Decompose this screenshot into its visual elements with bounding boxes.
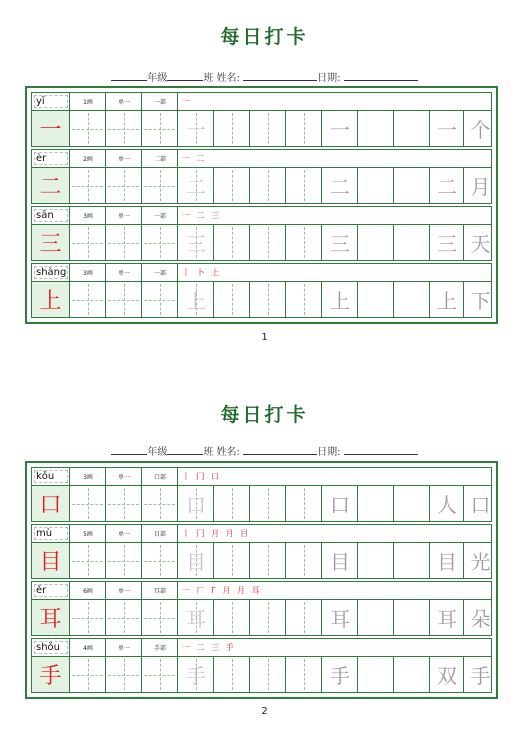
stroke-count-cell	[70, 93, 106, 110]
volume-cell	[106, 582, 142, 599]
class-label: 班	[203, 73, 214, 84]
blank-box[interactable]	[394, 600, 430, 635]
copy-character: 二	[330, 175, 350, 199]
practice-box[interactable]	[70, 486, 106, 521]
radical-label: 一部	[153, 213, 166, 220]
blank-box[interactable]	[358, 282, 394, 317]
stroke-order: 一 二 三 手	[182, 643, 236, 652]
pinyin: yī	[36, 96, 45, 107]
stroke-count-cell	[70, 525, 106, 542]
guide-line	[304, 602, 305, 633]
word-character-2: 口	[470, 493, 491, 517]
word-character-1: 三	[437, 232, 457, 256]
practice-box[interactable]	[106, 600, 142, 635]
info-row	[31, 467, 492, 486]
class-label: 班	[203, 447, 214, 458]
writing-row	[31, 657, 492, 693]
volume-label: 单一	[117, 270, 130, 277]
blank-box[interactable]	[358, 486, 394, 521]
name-label: 姓名:	[216, 73, 240, 84]
guide-line	[268, 170, 269, 201]
volume-cell	[106, 468, 142, 485]
word-character-2: 手	[470, 664, 491, 688]
practice-box[interactable]	[70, 111, 106, 146]
practice-box[interactable]	[142, 543, 178, 578]
radical-label: 口部	[153, 474, 166, 481]
stroke-count-cell	[70, 150, 106, 167]
pinyin: shǒu	[36, 642, 61, 653]
name-blank[interactable]	[243, 445, 317, 455]
class-blank[interactable]	[167, 71, 203, 81]
pinyin-cell	[32, 207, 70, 224]
trace-character: 上	[186, 289, 206, 313]
guide-line	[304, 545, 305, 576]
stroke-count-cell	[70, 207, 106, 224]
guide-line	[268, 488, 269, 519]
copy-character: 上	[330, 289, 350, 313]
page-1-info-line	[0, 69, 529, 84]
guide-line	[232, 113, 233, 144]
model-character: 二	[32, 168, 70, 203]
radical-label: 一部	[153, 99, 166, 106]
model-character: 三	[32, 225, 70, 260]
guide-line	[268, 227, 269, 258]
pinyin-cell	[32, 264, 70, 281]
stroke-count: 1画	[83, 99, 93, 106]
info-row	[31, 206, 492, 225]
volume-label: 单一	[117, 474, 130, 481]
practice-box[interactable]	[70, 282, 106, 317]
word-character-2: 下	[470, 289, 491, 313]
volume-cell	[106, 150, 142, 167]
page-number: 2	[261, 706, 268, 717]
practice-sheet-1	[25, 86, 498, 324]
copy-character: 三	[330, 232, 350, 256]
pinyin: mù	[36, 528, 53, 539]
guide-line	[304, 227, 305, 258]
practice-box[interactable]	[70, 600, 106, 635]
pinyin: kǒu	[36, 471, 55, 482]
stroke-order: 丨 冂 口	[182, 472, 222, 481]
info-row	[31, 263, 492, 282]
writing-row	[31, 543, 492, 579]
info-row	[31, 92, 492, 111]
blank-box[interactable]	[394, 486, 430, 521]
guide-line	[304, 659, 305, 690]
radical-cell	[142, 582, 178, 599]
writing-row	[31, 486, 492, 522]
practice-box[interactable]	[70, 657, 106, 692]
blank-box[interactable]	[358, 225, 394, 260]
grade-label: 年级	[147, 447, 168, 458]
practice-box[interactable]	[142, 111, 178, 146]
practice-box[interactable]	[142, 282, 178, 317]
trace-character: 手	[186, 664, 206, 688]
stroke-count-cell	[70, 264, 106, 281]
volume-label: 单一	[117, 99, 130, 106]
model-character: 手	[32, 657, 70, 692]
blank-box[interactable]	[394, 111, 430, 146]
radical-cell	[142, 639, 178, 656]
volume-label: 单一	[117, 213, 130, 220]
radical-cell	[142, 264, 178, 281]
guide-line	[232, 488, 233, 519]
volume-cell	[106, 639, 142, 656]
grade-blank[interactable]	[111, 445, 147, 455]
word-character-2: 朵	[470, 607, 491, 631]
guide-line	[232, 659, 233, 690]
stroke-count: 5画	[83, 531, 93, 538]
blank-box[interactable]	[358, 543, 394, 578]
guide-line	[268, 113, 269, 144]
page-2-title: 每日打卡	[220, 404, 309, 426]
grade-blank[interactable]	[111, 71, 147, 81]
guide-line	[268, 284, 269, 315]
writing-row	[31, 168, 492, 204]
guide-line	[304, 170, 305, 201]
practice-box[interactable]	[106, 111, 142, 146]
guide-line	[232, 545, 233, 576]
radical-cell	[142, 150, 178, 167]
stroke-count-cell	[70, 582, 106, 599]
guide-line	[304, 113, 305, 144]
stroke-count: 3画	[83, 270, 93, 277]
writing-row	[31, 282, 492, 318]
practice-box[interactable]	[106, 225, 142, 260]
volume-label: 单一	[117, 588, 130, 595]
practice-box[interactable]	[142, 168, 178, 203]
pinyin-cell	[32, 93, 70, 110]
guide-line	[232, 170, 233, 201]
practice-box[interactable]	[106, 168, 142, 203]
pinyin-cell	[32, 150, 70, 167]
volume-label: 单一	[117, 156, 130, 163]
guide-line	[196, 602, 197, 633]
page-2-info-line	[0, 443, 529, 458]
blank-box[interactable]	[394, 168, 430, 203]
guide-line	[196, 659, 197, 690]
blank-box[interactable]	[358, 111, 394, 146]
grade-label: 年级	[147, 73, 168, 84]
radical-label: 目部	[153, 531, 166, 538]
info-row	[31, 149, 492, 168]
practice-box[interactable]	[142, 225, 178, 260]
trace-character: 三	[186, 232, 206, 256]
trace-character: 耳	[186, 607, 206, 631]
copy-character: 一	[330, 118, 350, 142]
word-character-1: 耳	[437, 607, 457, 631]
guide-line	[196, 113, 197, 144]
guide-line	[196, 227, 197, 258]
pinyin-cell	[32, 582, 70, 599]
blank-box[interactable]	[394, 543, 430, 578]
guide-line	[304, 488, 305, 519]
guide-line	[232, 227, 233, 258]
stroke-count-cell	[70, 639, 106, 656]
date-label: 日期:	[317, 73, 341, 84]
pinyin: èr	[36, 153, 47, 164]
stroke-order: 丨 冂 月 月 目	[182, 529, 251, 538]
radical-cell	[142, 93, 178, 110]
stroke-count: 3画	[83, 474, 93, 481]
blank-box[interactable]	[358, 657, 394, 692]
blank-box[interactable]	[394, 225, 430, 260]
radical-label: 耳部	[153, 588, 166, 595]
word-character-2: 月	[470, 175, 491, 199]
volume-cell	[106, 264, 142, 281]
pinyin: sān	[36, 210, 54, 221]
guide-line	[196, 545, 197, 576]
guide-line	[196, 284, 197, 315]
date-blank[interactable]	[344, 445, 418, 455]
practice-box[interactable]	[70, 168, 106, 203]
radical-label: 一部	[153, 270, 166, 277]
class-blank[interactable]	[167, 445, 203, 455]
writing-row	[31, 111, 492, 147]
volume-label: 单一	[117, 645, 130, 652]
guide-line	[268, 545, 269, 576]
info-row	[31, 581, 492, 600]
guide-line	[268, 602, 269, 633]
guide-line	[232, 602, 233, 633]
guide-line	[304, 284, 305, 315]
name-blank[interactable]	[243, 71, 317, 81]
word-character-1: 二	[437, 175, 457, 199]
date-label: 日期:	[317, 447, 341, 458]
practice-box[interactable]	[142, 600, 178, 635]
volume-cell	[106, 525, 142, 542]
model-character: 口	[32, 486, 70, 521]
practice-box[interactable]	[106, 486, 142, 521]
pinyin-cell	[32, 525, 70, 542]
writing-row	[31, 600, 492, 636]
trace-character: 二	[186, 175, 206, 199]
copy-character: 口	[330, 493, 350, 517]
word-character-1: 一	[437, 118, 457, 142]
info-row	[31, 638, 492, 657]
blank-box[interactable]	[358, 168, 394, 203]
stroke-count-cell	[70, 468, 106, 485]
stroke-order: 一 二	[182, 154, 207, 163]
practice-sheet-2	[25, 461, 498, 699]
trace-character: 一	[186, 118, 206, 142]
practice-box[interactable]	[142, 657, 178, 692]
stroke-count: 4画	[83, 645, 93, 652]
page-number: 1	[261, 332, 268, 343]
word-character-1: 人	[437, 493, 457, 517]
trace-character: 目	[186, 550, 206, 574]
practice-box[interactable]	[70, 543, 106, 578]
stroke-order: 一	[182, 97, 192, 106]
practice-box[interactable]	[106, 657, 142, 692]
model-character: 耳	[32, 600, 70, 635]
writing-row	[31, 225, 492, 261]
guide-line	[232, 284, 233, 315]
blank-box[interactable]	[394, 657, 430, 692]
page-1-title: 每日打卡	[220, 26, 309, 48]
guide-line	[196, 170, 197, 201]
guide-line	[196, 488, 197, 519]
volume-cell	[106, 93, 142, 110]
pinyin-cell	[32, 468, 70, 485]
word-character-1: 上	[437, 289, 457, 313]
practice-box[interactable]	[142, 486, 178, 521]
radical-cell	[142, 525, 178, 542]
name-label: 姓名:	[216, 447, 240, 458]
word-character-2: 光	[470, 550, 491, 574]
blank-box[interactable]	[358, 600, 394, 635]
copy-character: 手	[330, 664, 350, 688]
practice-box[interactable]	[106, 543, 142, 578]
date-blank[interactable]	[344, 71, 418, 81]
stroke-order: 丨 卜 上	[182, 268, 222, 277]
info-row	[31, 524, 492, 543]
word-character-1: 目	[437, 550, 457, 574]
trace-character: 口	[186, 493, 206, 517]
stroke-order: 一 厂 Г 月 月 耳	[182, 586, 262, 595]
word-character-2: 天	[470, 232, 491, 256]
model-character: 目	[32, 543, 70, 578]
guide-line	[268, 659, 269, 690]
volume-cell	[106, 207, 142, 224]
copy-character: 目	[330, 550, 350, 574]
stroke-count: 2画	[83, 156, 93, 163]
pinyin: ěr	[36, 585, 47, 596]
copy-character: 耳	[330, 607, 350, 631]
practice-box[interactable]	[70, 225, 106, 260]
radical-label: 手部	[153, 645, 166, 652]
radical-cell	[142, 468, 178, 485]
stroke-count: 6画	[83, 588, 93, 595]
practice-box[interactable]	[106, 282, 142, 317]
model-character: 上	[32, 282, 70, 317]
blank-box[interactable]	[394, 282, 430, 317]
pinyin: shàng	[36, 267, 67, 278]
word-character-2: 个	[470, 118, 491, 142]
volume-label: 单一	[117, 531, 130, 538]
pinyin-cell	[32, 639, 70, 656]
stroke-order: 一 二 三	[182, 211, 222, 220]
word-character-1: 双	[437, 664, 457, 688]
model-character: 一	[32, 111, 70, 146]
stroke-count: 3画	[83, 213, 93, 220]
radical-cell	[142, 207, 178, 224]
radical-label: 二部	[153, 156, 166, 163]
